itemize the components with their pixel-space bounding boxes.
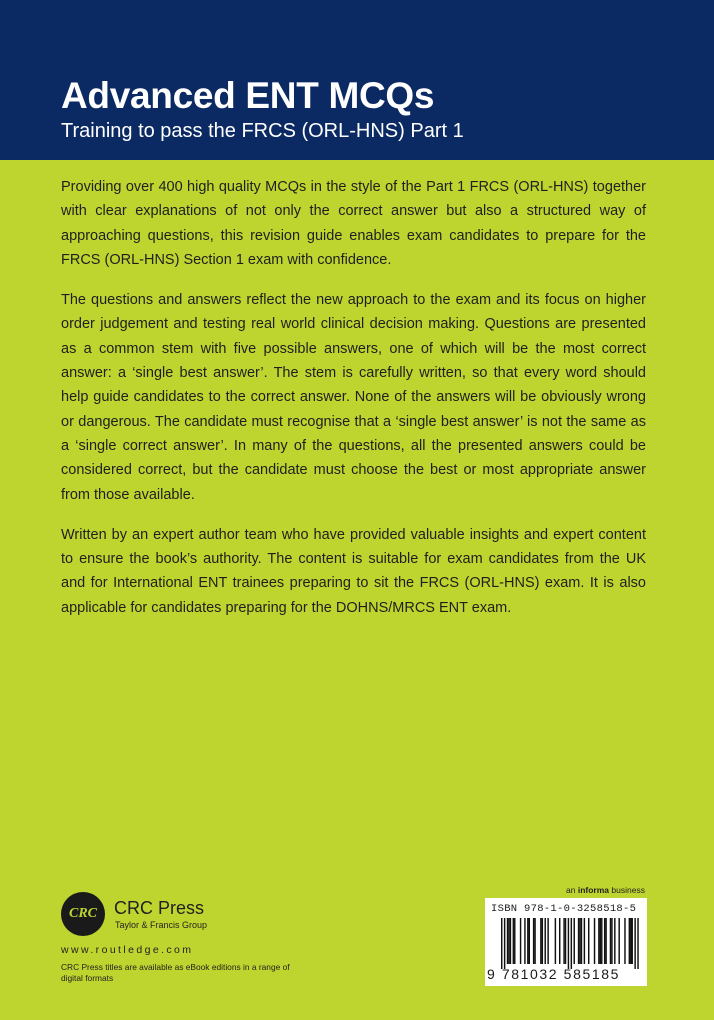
barcode-bar: [579, 918, 580, 964]
barcode-bar: [504, 918, 505, 969]
title-banner: [0, 0, 714, 160]
book-title: Advanced ENT MCQs: [61, 75, 435, 116]
barcode-bar: [632, 918, 633, 964]
barcode-bar: [520, 918, 521, 964]
barcode-bar: [610, 918, 611, 964]
barcode-bar: [513, 918, 514, 964]
barcode-bar: [588, 918, 589, 964]
blurb: [61, 175, 646, 636]
barcode-bar: [545, 918, 546, 964]
barcode-bar: [571, 918, 572, 969]
barcode-bar: [514, 918, 515, 964]
barcode-bar: [634, 918, 635, 969]
barcode-bar: [501, 918, 502, 969]
informa-suffix: business: [611, 885, 645, 895]
informa-brand: informa: [577, 885, 610, 895]
barcode-bar: [547, 918, 548, 964]
barcode-bar: [529, 918, 530, 964]
barcode-bar: [578, 918, 579, 964]
barcode-bar: [614, 918, 615, 964]
blurb-paragraph: The questions and answers reflect the new approach to the exam and its focus on higher order judgement and testing real world clinical decision making. Questions are presented as a common stem with five possible answers, one of which will be the most correct answer: a ‘single best answer’. The stem is carefully written, so that every word should help guide candidates to the correct answer. None of the answers will be obviously wrong or dangerous. The candidate must recognise that a ‘single best answer’ is not the same as a ‘single correct answer’. In many of the questions, all the presented answers could be considered correct, but the candidate must choose the best or most appropriate answer from those available.: [61, 292, 646, 503]
ean-number: 9 781032 585185: [487, 966, 620, 982]
barcode-bar: [624, 918, 625, 964]
barcode-bar: [584, 918, 585, 964]
crc-press-logo: [61, 892, 105, 936]
barcode-bar: [524, 918, 525, 964]
barcode-bar: [637, 918, 638, 969]
publisher-group: Taylor & Francis Group: [115, 920, 208, 930]
barcode-bar: [629, 918, 630, 964]
publisher-block: [61, 892, 321, 992]
barcode-bar: [510, 918, 511, 964]
book-subtitle: Training to pass the FRCS (ORL-HNS) Part 1: [61, 120, 464, 142]
barcode-bar: [540, 918, 541, 964]
barcode-bar: [555, 918, 556, 964]
barcode-bar: [581, 918, 582, 964]
barcode-bar: [604, 918, 605, 964]
barcode-bar: [508, 918, 509, 964]
crc-logo-text: CRC: [68, 906, 97, 921]
barcode-bar: [594, 918, 595, 964]
barcode-bar: [611, 918, 612, 964]
ebook-note: CRC Press titles are available as eBook editions in a range of digital formats: [61, 962, 290, 983]
informa-tagline: [566, 885, 645, 896]
informa-prefix: an: [566, 885, 576, 895]
barcode-bar: [618, 918, 619, 964]
barcode-bar: [600, 918, 601, 964]
barcode-bar: [605, 918, 606, 964]
barcode-bar: [565, 918, 566, 964]
isbn-barcode: [485, 898, 647, 986]
barcode-bar: [568, 918, 569, 969]
barcode-bar: [630, 918, 631, 964]
barcode-bar: [563, 918, 564, 964]
publisher-name: CRC Press: [114, 898, 205, 918]
barcode-bar: [542, 918, 543, 964]
barcode-bar: [601, 918, 602, 964]
barcode-bar: [574, 918, 575, 964]
barcode-bar: [559, 918, 560, 964]
barcode-bar: [507, 918, 508, 964]
barcode-bar: [533, 918, 534, 964]
blurb-paragraph: Providing over 400 high quality MCQs in the style of the Part 1 FRCS (ORL-HNS) together with clear explanations of not only the correct answer but also a structured way of approaching questions, this revision guide enables exam candidates to prepare for the FRCS (ORL-HNS) Section 1 exam with confidence.: [61, 179, 646, 268]
barcode-bar: [534, 918, 535, 964]
publisher-website: www.routledge.com: [61, 944, 194, 956]
barcode-bar: [598, 918, 599, 964]
blurb-paragraph: Written by an expert author team who have provided valuable insights and expert content to ensure the book’s authority. The content is suitable for exam candidates from the UK and for International ENT trainees preparing to sit the FRCS (ORL-HNS) exam. It is also applicable for candidates preparing for the DOHNS/MRCS ENT exam.: [61, 526, 646, 616]
barcode-bar: [527, 918, 528, 964]
isbn-label: ISBN 978-1-0-3258518-5: [491, 903, 637, 915]
